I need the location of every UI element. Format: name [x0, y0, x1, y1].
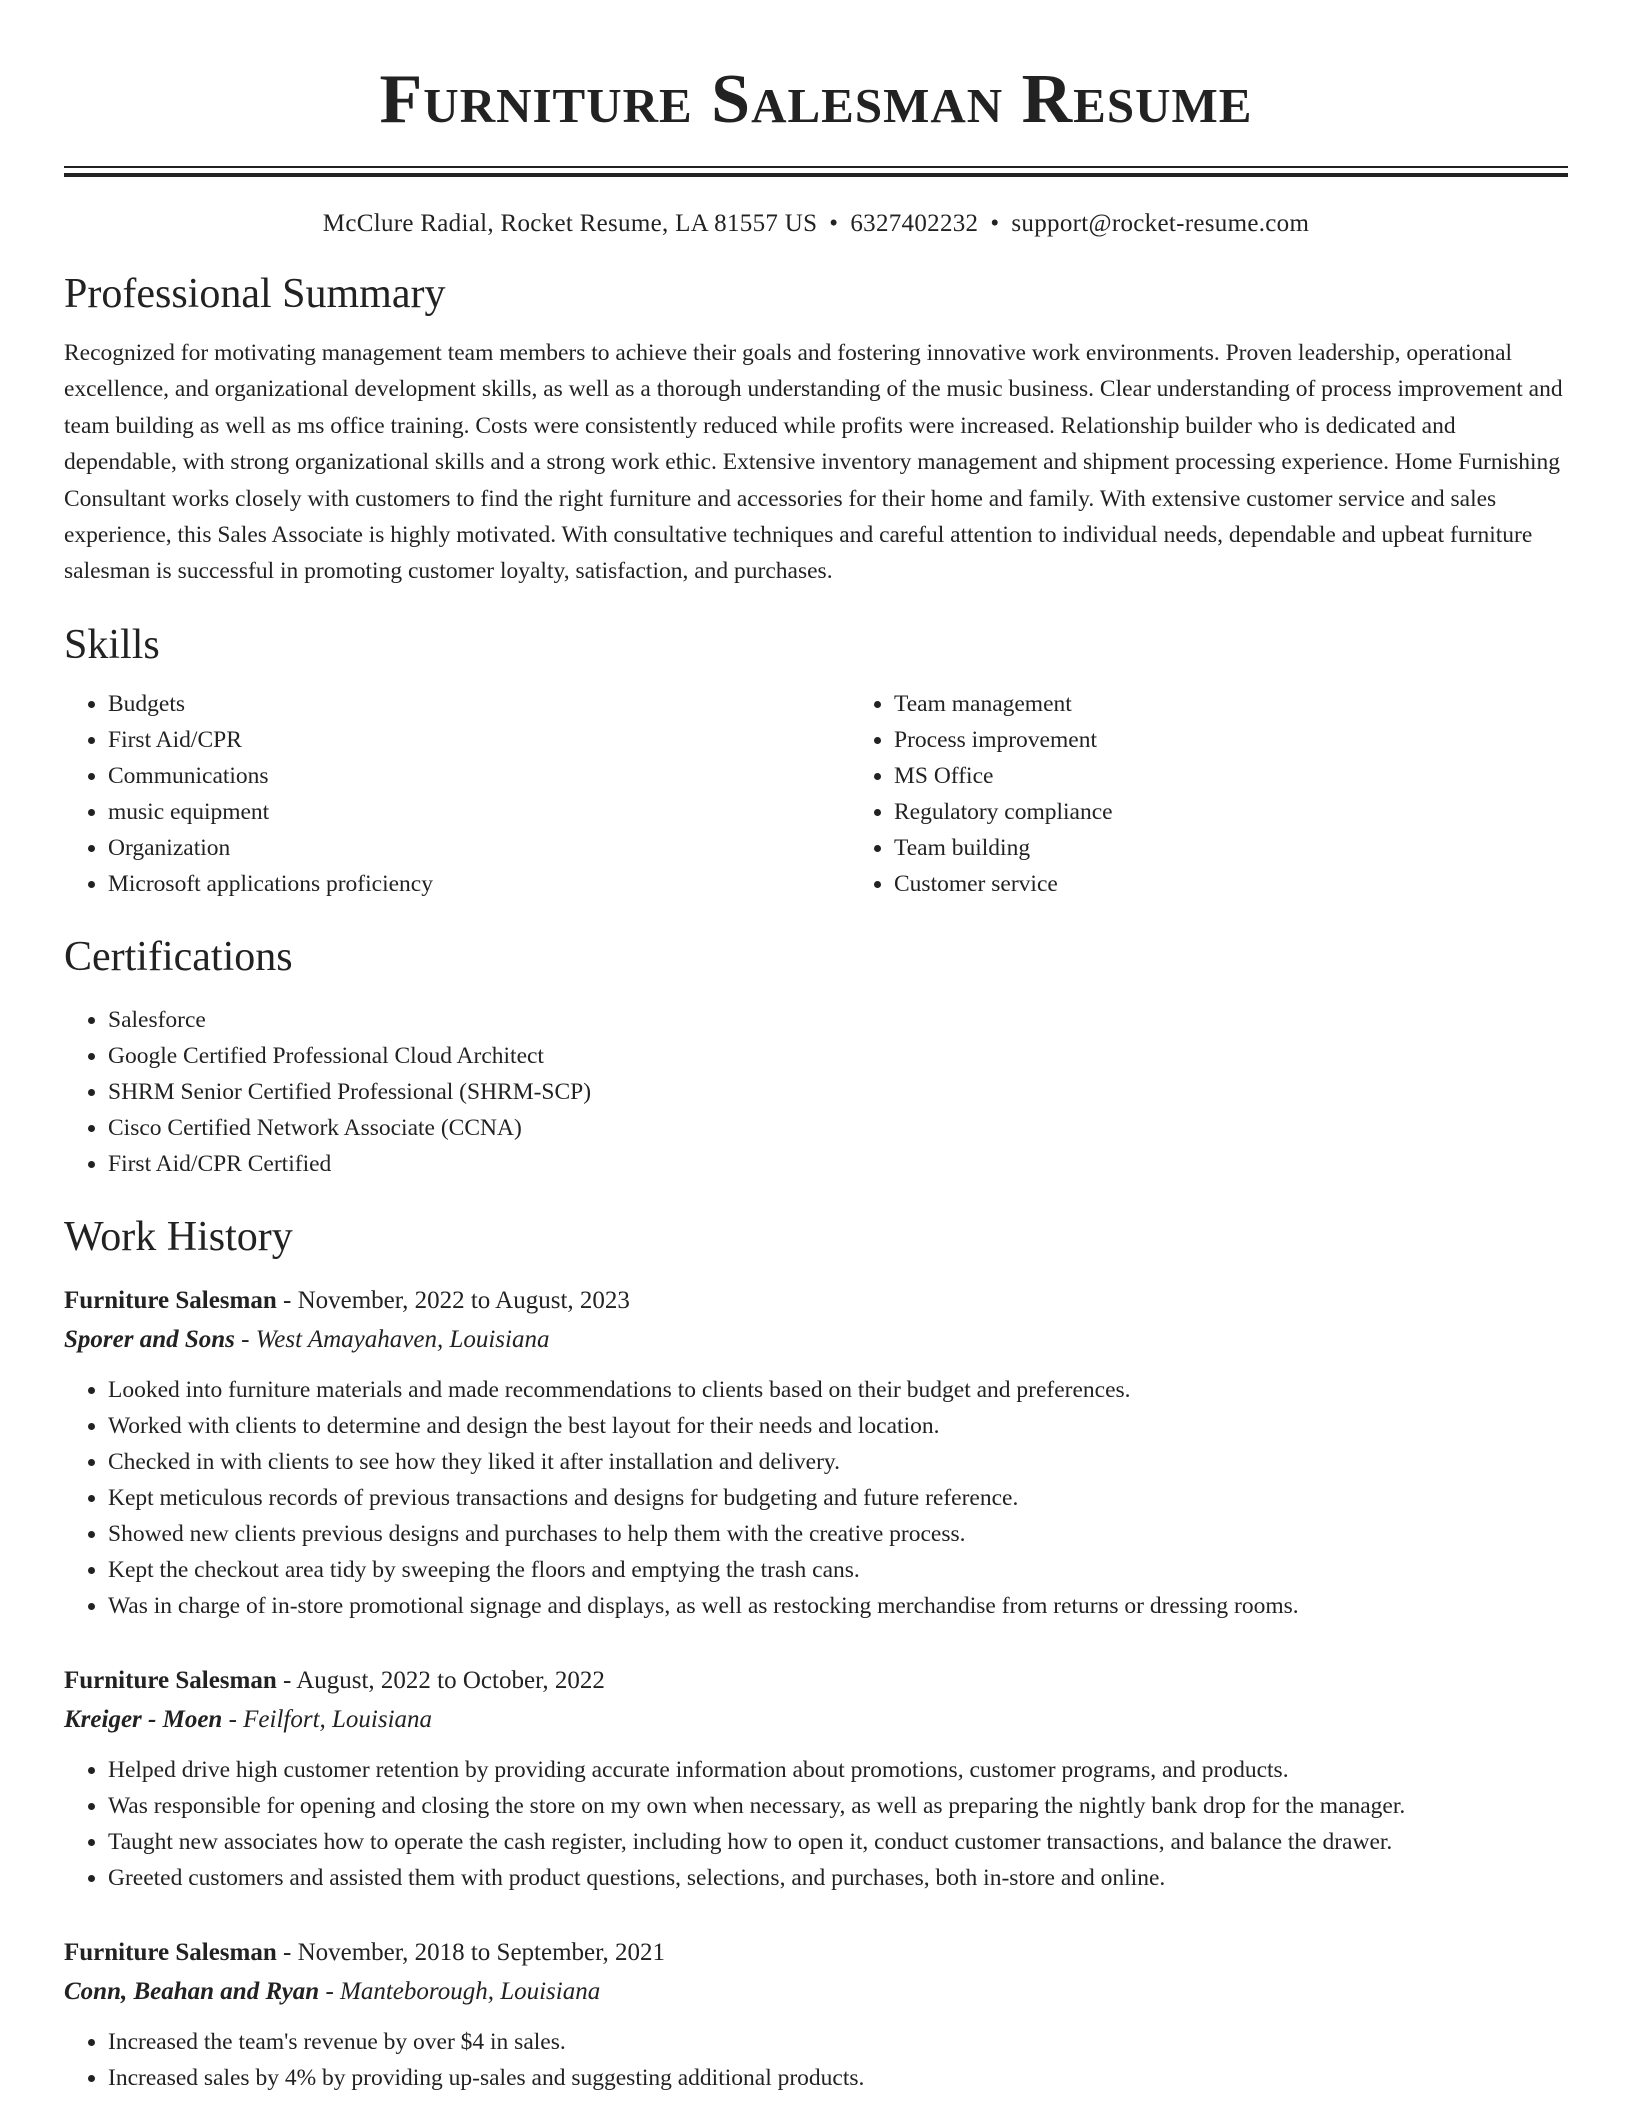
job-location: - Manteborough, Louisiana [319, 1977, 601, 2005]
job-title-line [64, 1662, 1568, 1700]
contact-line [64, 207, 1568, 241]
work-history-section [64, 1212, 1568, 2096]
skills-section [64, 620, 1568, 902]
job-bullet: • Kept the checkout area tidy by sweeping the floors and emptying the trash cans. [108, 1552, 1568, 1588]
summary-text: Recognized for motivating management team members to achieve their goals and fostering innovative work environments. Proven leadership, operational excellence, and organizational development skills, as well as a thorough understanding of the music business. Clear understanding of process improvement and team building as well as ms office training. Costs were consistently reduced while profits were increased. Relationship builder who is dedicated and dependable, with strong organizational skills and a strong work ethic. Extensive inventory management and shipment processing experience. Home Furnishing Consultant works closely with customers to find the right furniture and accessories for their home and family. With extensive customer service and sales experience, this Sales Associate is highly motivated. With consultative techniques and careful attention to individual needs, dependable and upbeat furniture salesman is successful in promoting customer loyalty, satisfaction, and purchases. [64, 340, 1563, 585]
job-bullets [64, 2024, 1568, 2096]
contact-email[interactable]: support@rocket-resume.com [1011, 210, 1310, 237]
job-bullet: • Worked with clients to determine and design the best layout for their needs and location. [108, 1408, 1568, 1444]
job-title: Furniture Salesman [64, 1666, 277, 1694]
section-heading-summary: Professional Summary [64, 271, 446, 317]
section-heading-skills: Skills [64, 621, 160, 668]
job-bullet: • Checked in with clients to see how they liked it after installation and delivery. [108, 1444, 1568, 1480]
contact-separator: • [829, 210, 839, 237]
job-bullet: • Kept meticulous records of previous transactions and designs for budgeting and future reference. [108, 1480, 1568, 1516]
job-bullet: • Helped drive high customer retention by providing accurate information about promotions, customer programs, and products. [108, 1752, 1568, 1788]
skill-item: • Communications [108, 758, 850, 794]
certification-item: • SHRM Senior Certified Professional (SHRM-SCP) [108, 1074, 1568, 1110]
job-entry [64, 1282, 1568, 1624]
job-location: - West Amayahaven, Louisiana [234, 1325, 550, 1353]
skill-item: • MS Office [894, 758, 1632, 794]
contact-phone: 6327402232 [850, 210, 979, 237]
job-bullet: • Increased the team's revenue by over $4 in sales. [108, 2024, 1568, 2060]
resume-title: Furniture Salesman Resume [379, 61, 1253, 138]
title-divider [64, 166, 1568, 177]
job-bullet: • Looked into furniture materials and made recommendations to clients based on their budget and preferences. [108, 1372, 1568, 1408]
skills-list-right [850, 686, 1632, 902]
job-entry [64, 1934, 1568, 2096]
skill-item: • Customer service [894, 866, 1632, 902]
job-dates: - August, 2022 to October, 2022 [276, 1666, 605, 1694]
certifications-list [64, 1002, 1568, 1182]
job-bullets [64, 1752, 1568, 1896]
certification-item: • Cisco Certified Network Associate (CCNA) [108, 1110, 1568, 1146]
contact-address: McClure Radial, Rocket Resume, LA 81557 US [322, 210, 818, 237]
job-company: Sporer and Sons [64, 1325, 235, 1353]
skills-columns [64, 686, 1568, 902]
job-bullets [64, 1372, 1568, 1624]
skill-item: • music equipment [108, 794, 850, 830]
job-title-line [64, 1282, 1568, 1320]
job-title: Furniture Salesman [64, 1938, 277, 1966]
job-bullet: • Was in charge of in-store promotional signage and displays, as well as restocking merchandise from returns or dressing rooms. [108, 1588, 1568, 1624]
job-bullet: • Was responsible for opening and closing the store on my own when necessary, as well as preparing the nightly bank drop for the manager. [108, 1788, 1568, 1824]
skill-item: • Budgets [108, 686, 850, 722]
skills-list-left [64, 686, 850, 902]
job-bullet: • Greeted customers and assisted them with product questions, selections, and purchases, both in-store and online. [108, 1860, 1568, 1896]
job-company: Kreiger - Moen [64, 1705, 223, 1733]
skill-item: • Team management [894, 686, 1632, 722]
job-company: Conn, Beahan and Ryan [64, 1977, 320, 2005]
certification-item: • Google Certified Professional Cloud Architect [108, 1038, 1568, 1074]
job-title-line [64, 1934, 1568, 1972]
section-heading-certifications: Certifications [64, 933, 293, 980]
job-bullet: • Increased sales by 4% by providing up-sales and suggesting additional products. [108, 2060, 1568, 2096]
section-heading-work-history: Work History [64, 1213, 293, 1260]
skill-item: • Team building [894, 830, 1632, 866]
job-dates: - November, 2018 to September, 2021 [276, 1938, 665, 1966]
job-company-line [64, 1972, 1568, 2012]
skill-item: • Regulatory compliance [894, 794, 1632, 830]
certification-item: • First Aid/CPR Certified [108, 1146, 1568, 1182]
job-title: Furniture Salesman [64, 1286, 277, 1314]
job-company-line [64, 1700, 1568, 1740]
contact-separator: • [990, 210, 1000, 237]
skill-item: • Organization [108, 830, 850, 866]
skill-item: • Process improvement [894, 722, 1632, 758]
job-bullet: • Taught new associates how to operate the cash register, including how to open it, conduct customer transactions, and balance the drawer. [108, 1824, 1568, 1860]
professional-summary-section [64, 269, 1568, 590]
certifications-section [64, 932, 1568, 1182]
skill-item: • First Aid/CPR [108, 722, 850, 758]
job-bullet: • Showed new clients previous designs and purchases to help them with the creative process. [108, 1516, 1568, 1552]
skill-item: • Microsoft applications proficiency [108, 866, 850, 902]
job-company-line [64, 1320, 1568, 1360]
job-location: - Feilfort, Louisiana [222, 1705, 433, 1733]
job-dates: - November, 2022 to August, 2023 [276, 1286, 630, 1314]
job-entry [64, 1662, 1568, 1896]
certification-item: • Salesforce [108, 1002, 1568, 1038]
